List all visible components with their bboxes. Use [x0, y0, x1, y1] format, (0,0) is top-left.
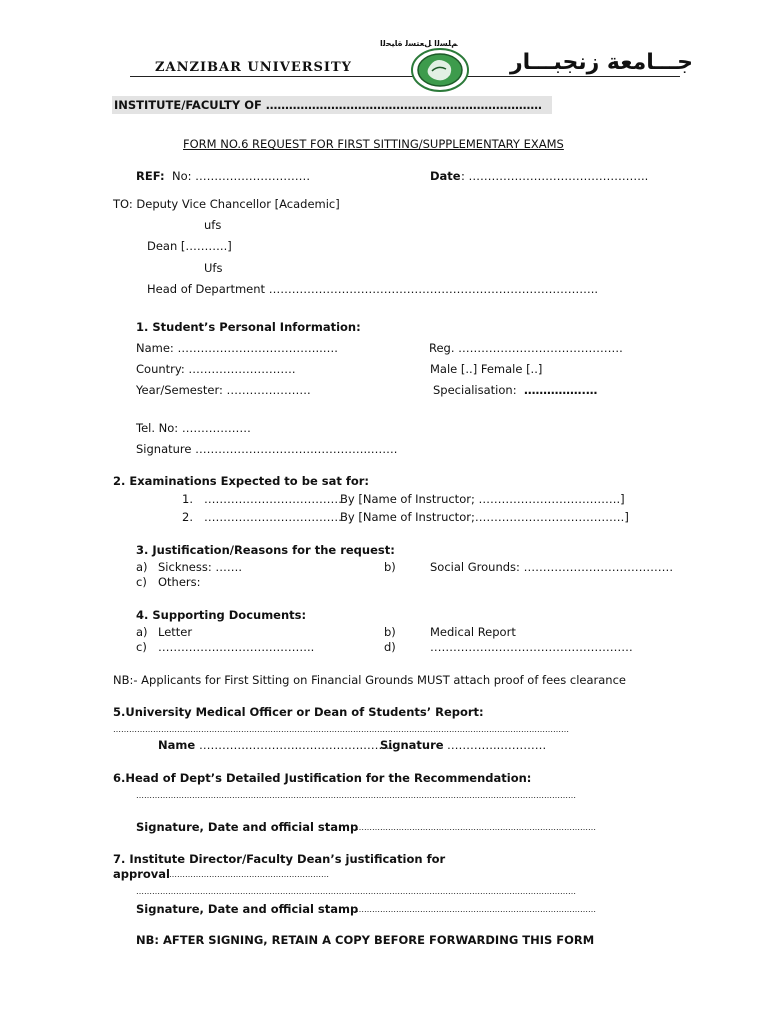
section7-title: 7. Institute Director/Faculty Dean’s justification for: [113, 852, 446, 866]
doc-c-field[interactable]: …………….………….….……..: [158, 640, 315, 654]
signature-field[interactable]: Signature …………………………..…………..…….: [136, 442, 398, 456]
exam-row-2-instructor[interactable]: By [Name of Instructor;…………………………………]: [340, 510, 629, 524]
reason-a-label: a): [136, 560, 148, 574]
dean-field[interactable]: Dean [………..]: [147, 239, 232, 253]
exam-row-2-field[interactable]: ………………………………: [204, 510, 342, 524]
institute-line: INSTITUTE/FACULTY OF ………………………………………………………………: [114, 98, 542, 112]
section6-signature-field[interactable]: ………………………………………………………………………………: [356, 823, 596, 832]
section7-signature-label: Signature, Date and official stamp: [136, 902, 359, 916]
section5-name-field[interactable]: ………….…………..…………….……..: [199, 738, 394, 752]
university-name-ar: جـــامعة زنجبـــار: [510, 50, 693, 75]
specialisation-field[interactable]: …………….…: [524, 383, 598, 397]
doc-letter[interactable]: Letter: [158, 625, 193, 639]
name-field[interactable]: Name: ………………………………..….: [136, 341, 338, 355]
section7-approval-field[interactable]: ……………………………………………………: [169, 870, 329, 879]
section3-title: 3. Justification/Reasons for the request:: [136, 543, 395, 557]
reason-c-label: c): [136, 575, 147, 589]
section5-signature-label: Signature: [380, 738, 444, 752]
date-field[interactable]: : ………………………………………..: [461, 169, 649, 183]
exam-row-1-instructor[interactable]: By [Name of Instructor; ……………………………….]: [340, 492, 625, 506]
gender-field[interactable]: Male [..] Female [..]: [430, 362, 543, 376]
exam-row-2-num: 2.: [182, 510, 193, 524]
section6-justification-field[interactable]: …………………………………………………………………………………………………………………………………………………: [136, 791, 576, 800]
doc-d-label: d): [384, 640, 396, 654]
nb-financial-note: NB:- Applicants for First Sitting on Financial Grounds MUST attach proof of fees clearance: [113, 673, 626, 687]
ref-label: REF:: [136, 169, 165, 183]
doc-a-label: a): [136, 625, 148, 639]
exam-row-1-field[interactable]: ………………………………: [204, 492, 342, 506]
section7-justification-field[interactable]: …………………………………………………………………………………………………………………………………………………: [136, 887, 576, 896]
section5-report-field[interactable]: ………………………………………………………………………………………………………………………………………………………: [113, 725, 569, 734]
reason-social-field[interactable]: Social Grounds: …………………………………: [430, 560, 674, 574]
reason-sickness-field[interactable]: Sickness: …….: [158, 560, 243, 574]
section1-title: 1. Student’s Personal Information:: [136, 320, 361, 334]
tel-field[interactable]: Tel. No: ………………: [136, 421, 251, 435]
ref-no-field[interactable]: No: …………………………: [172, 169, 311, 183]
university-name-en: ZANZIBAR UNIVERSITY: [155, 60, 352, 75]
ufs-2: Ufs: [204, 261, 223, 275]
specialisation-label: Specialisation:: [433, 383, 517, 397]
header-rule: [130, 76, 680, 77]
reason-others-field[interactable]: Others:: [158, 575, 201, 589]
reg-field[interactable]: Reg. …………………………………….: [429, 341, 623, 355]
country-field[interactable]: Country: ……………………….: [136, 362, 296, 376]
university-seal-icon: [410, 47, 470, 93]
header-top-text: ﻢﻠﺴﻟا ﻞﻌﺘﺴﻟ ﺓﺎﻴﺤﻟا: [380, 39, 458, 48]
section2-title: 2. Examinations Expected to be sat for:: [113, 474, 370, 488]
doc-medical-report[interactable]: Medical Report: [430, 625, 516, 639]
section7-approval-label: approval: [113, 867, 170, 881]
doc-b-label: b): [384, 625, 396, 639]
section7-signature-field[interactable]: ………………………………………………………………………………: [356, 905, 596, 914]
ufs-1: ufs: [204, 218, 222, 232]
section5-title: 5.University Medical Officer or Dean of Students’ Report:: [113, 705, 484, 719]
date-label: Date: [430, 169, 461, 183]
section6-title: 6.Head of Dept’s Detailed Justification for the Recommendation:: [113, 771, 532, 785]
section4-title: 4. Supporting Documents:: [136, 608, 307, 622]
doc-d-field[interactable]: ……………..………………………………: [430, 640, 633, 654]
form-title: FORM NO.6 REQUEST FOR FIRST SITTING/SUPPLEMENTARY EXAMS: [183, 137, 564, 151]
to-line: TO: Deputy Vice Chancellor [Academic]: [113, 197, 340, 211]
section5-signature-field[interactable]: …………..…………: [447, 738, 547, 752]
section6-signature-label: Signature, Date and official stamp: [136, 820, 359, 834]
nb-retain-copy-note: NB: AFTER SIGNING, RETAIN A COPY BEFORE FORWARDING THIS FORM: [136, 933, 595, 947]
section5-name-label: Name: [158, 738, 196, 752]
doc-c-label: c): [136, 640, 147, 654]
year-semester-field[interactable]: Year/Semester: ………………….: [136, 383, 311, 397]
exam-row-1-num: 1.: [182, 492, 193, 506]
head-of-department-field[interactable]: Head of Department …………………………………………………………………………..: [147, 282, 599, 296]
reason-b-label: b): [384, 560, 396, 574]
